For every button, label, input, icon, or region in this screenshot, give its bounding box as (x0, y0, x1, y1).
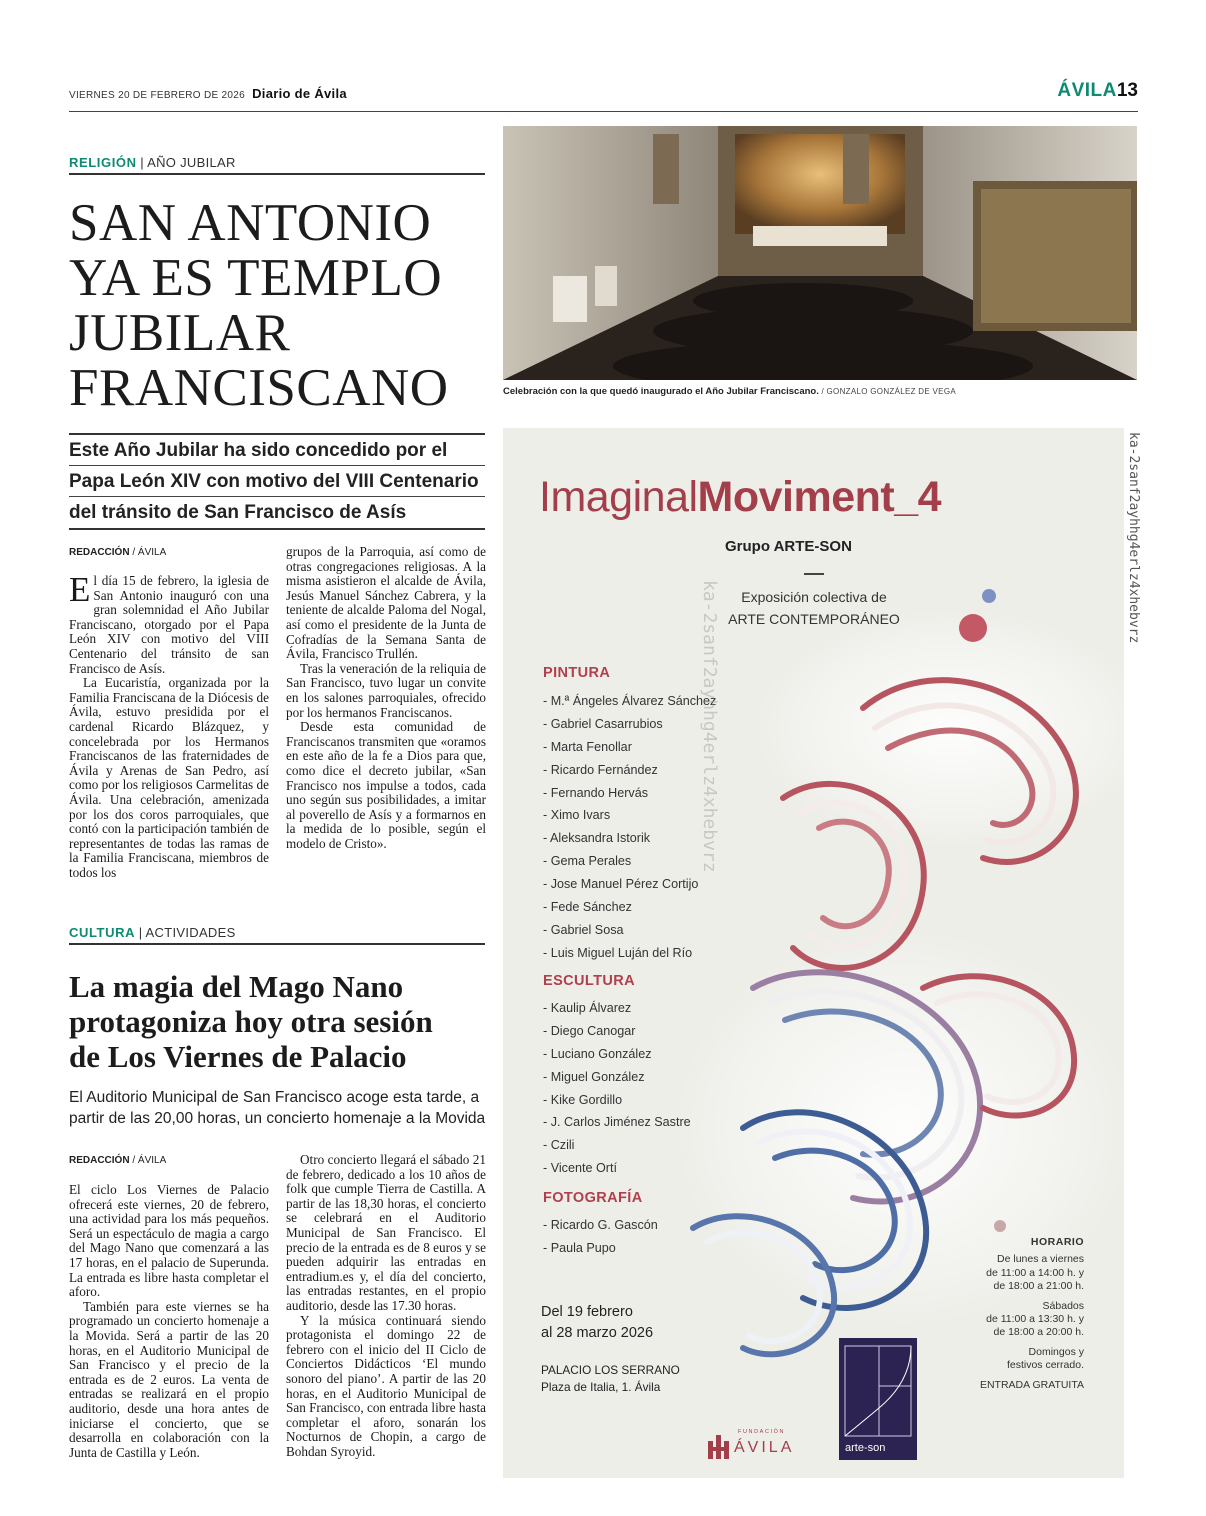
church-interior-illustration (503, 126, 1137, 380)
artist-item: - Aleksandra Istorik (543, 831, 651, 846)
fundacion-name: ÁVILA (734, 1439, 795, 1456)
article2-column-2 (286, 1153, 486, 1459)
header-date-line (69, 86, 347, 101)
article1-deck-line: Papa León XIV con motivo del VIII Centenario (69, 466, 485, 497)
artist-item: - Gabriel Sosa (543, 922, 624, 937)
article2-headline (69, 969, 489, 1074)
article1-dropcap: E (69, 570, 91, 609)
article1-paragraph: Desde esta comunidad de Franciscanos transmiten que «oramos en este año de la fe a Dios para que, como dice el decreto jubilar, «San Francisco nos impulse a todos, cada uno según sus posibilidades, a imitar al poverello de Asís y a formarnos en la medida de lo posible, según el modelo de Cristo». (286, 719, 486, 851)
arte-son-name: arte-son (845, 1442, 886, 1454)
article1-paragraph (69, 570, 269, 676)
article1-byline-author: REDACCIÓN (69, 547, 130, 558)
poster-group: Grupo ARTE-SON (725, 538, 852, 555)
header-section (1057, 80, 1138, 102)
header-date: VIERNES 20 DE FEBRERO DE 2026 (69, 90, 245, 101)
page-header (69, 80, 1138, 112)
article2-kicker-main: CULTURA (69, 925, 136, 940)
schedule-line: Domingos y (1028, 1345, 1084, 1358)
poster-category-pintura: PINTURA (543, 665, 611, 681)
poster-date-line: Del 19 febrero (541, 1304, 633, 1320)
artist-item: - Fernando Hervás (543, 785, 648, 800)
article1-byline (69, 547, 166, 558)
article1-headline-line: JUBILAR (69, 304, 291, 362)
artist-item: - Paula Pupo (543, 1240, 616, 1255)
header-page-number: 13 (1116, 80, 1138, 101)
artist-item: - Kike Gordillo (543, 1092, 623, 1107)
photo-caption (503, 386, 1137, 397)
poster-exhibition-type (699, 586, 929, 630)
article2-paragraph: El ciclo Los Viernes de Palacio ofrecerá este viernes, 20 de febrero, una actividad para los más pequeños. Será un espectáculo de magia a cargo del Mago Nano que comenzará a las 17 horas, en el palacio de Superunda. La entrada es libre hasta completar el aforo. (69, 1182, 269, 1300)
artist-item: - Fede Sánchez (543, 900, 632, 915)
schedule-line: de 18:00 a 20:00 h. (993, 1326, 1084, 1339)
header-section-name: ÁVILA (1057, 80, 1117, 101)
article2-paragraph: También para este viernes se ha programado un concierto homenaje a la Movida. Será a partir de las 20 horas, en el Auditorio Municipal de San Francisco y el precio de la entrada es de 2 euros. La venta de entradas se realizará en el propio auditorio, desde una hora antes de iniciarse el concierto, que se desarrolla en colaboración con la Junta de Castilla y León. (69, 1298, 269, 1460)
article2-deck-line: El Auditorio Municipal de San Francisco acoge esta tarde, a (69, 1089, 480, 1106)
artist-item: - Gabriel Casarrubios (543, 716, 663, 731)
exhibition-poster (503, 428, 1124, 1478)
watermark-overlay: ka-2sanf2ayhhg4erlz4xhebvrz (699, 580, 720, 873)
poster-date-line: al 28 marzo 2026 (541, 1325, 654, 1341)
article2-column-1 (69, 1183, 269, 1460)
article1-paragraph: grupos de la Parroquia, así como de otras congregaciones religiosas. A la misma asistieron el alcalde de Ávila, Jesús Manuel Sánchez Cabrera, y la teniente de alcalde Paloma del Nogal, así como el presidente de la Junta de Cofradías de la Semana Santa de Ávila, Francisco Trullén. (286, 544, 486, 662)
artist-item: - Jose Manuel Pérez Cortijo (543, 877, 699, 892)
article1-column-2 (286, 545, 486, 851)
poster-list-escultura (543, 997, 691, 1180)
fundacion-avila-logo (708, 1425, 808, 1465)
article1-paragraph-text: l día 15 de febrero, la iglesia de San Antonio inauguró con una gran solemnidad el Año Jubilar Franciscano, otorgado por el Papa León XIV con motivo del VIII Centenario del tránsito de san Francisco de Asís. (69, 573, 269, 676)
artist-item: - Luis Miguel Luján del Río (543, 945, 693, 960)
article1-byline-place: / ÁVILA (132, 547, 167, 558)
schedule-line: de 18:00 a 21:00 h. (993, 1280, 1084, 1293)
artist-item: - Vicente Ortí (543, 1161, 617, 1176)
article2-headline-line: de Los Viernes de Palacio (69, 1039, 407, 1074)
artist-item: - Kaulip Álvarez (543, 1001, 632, 1015)
poster-list-pintura (543, 690, 716, 965)
article1-kicker-main: RELIGIÓN (69, 155, 137, 170)
article2-kicker (69, 925, 485, 945)
article1-headline (69, 196, 489, 416)
poster-dates (541, 1302, 653, 1344)
article2-paragraph: Otro concierto llegará el sábado 21 de febrero, dedicado a los 10 años de folk que cumple Tierra de Castilla. A partir de las 18,30 horas, el concierto se celebrará en el Auditorio Municipal de San Francisco. El precio de la entrada es de 8 euros y se pueden adquirir las entradas en entradium.es y, el día del concierto, las entradas restantes, en el propio auditorio, desde las 17.30 horas. (286, 1152, 486, 1313)
photo-caption-text: Celebración con la que quedó inaugurado el Año Jubilar Franciscano. (503, 386, 819, 397)
poster-expo-line: ARTE CONTEMPORÁNEO (728, 611, 900, 627)
poster-venue-line: Plaza de Italia, 1. Ávila (541, 1379, 661, 1394)
artist-item: - Ricardo G. Gascón (543, 1218, 658, 1232)
poster-venue (541, 1362, 680, 1395)
schedule-line: de 11:00 a 14:00 h. y (986, 1266, 1084, 1279)
schedule-line: festivos cerrado. (1006, 1359, 1084, 1372)
article1-kicker (69, 155, 485, 175)
article1-deck-line: del tránsito de San Francisco de Asís (69, 502, 407, 523)
article2-deck-line: partir de las 20,00 horas, un concierto homenaje a la Movida (69, 1110, 486, 1127)
article1-headline-line: FRANCISCANO (69, 359, 449, 417)
article1-column-1 (69, 570, 269, 880)
poster-divider (804, 573, 824, 575)
artist-item: - J. Carlos Jiménez Sastre (543, 1115, 691, 1130)
article1-headline-line: SAN ANTONIO (69, 194, 432, 252)
artist-item: - Miguel González (543, 1069, 645, 1084)
schedule-line: De lunes a viernes (997, 1253, 1084, 1266)
article1-kicker-sub: | AÑO JUBILAR (140, 155, 236, 170)
schedule-free-entry: ENTRADA GRATUITA (979, 1378, 1084, 1391)
schedule-line: de 11:00 a 13:30 h. y (986, 1313, 1084, 1326)
article2-headline-line: La magia del Mago Nano (69, 969, 404, 1004)
artist-item: - Gema Perales (543, 854, 632, 869)
artist-item: - Luciano González (543, 1046, 652, 1061)
artist-item: - Ximo Ivars (543, 808, 611, 823)
article2-byline-author: REDACCIÓN (69, 1155, 130, 1166)
article2-deck (69, 1087, 489, 1129)
poster-list-fotografia (543, 1214, 658, 1260)
watermark-margin: ka-2sanf2ayhhg4erlz4xhebvrz (1126, 432, 1141, 644)
article2-headline-line: protagoniza hoy otra sesión (69, 1004, 433, 1039)
artist-item: - Ricardo Fernández (543, 762, 658, 777)
fundacion-mark-icon (708, 1435, 730, 1461)
article1-paragraph: Tras la veneración de la reliquia de San Francisco, tuvo lugar un convite en los salones parroquiales, ofrecido por los hermanos Franciscanos. (286, 660, 486, 720)
poster-title-light: Imaginal (539, 473, 698, 521)
article2-kicker-sub: | ACTIVIDADES (138, 925, 236, 940)
article1-deck-line: Este Año Jubilar ha sido concedido por el (69, 435, 485, 466)
poster-category-escultura: ESCULTURA (543, 973, 635, 989)
arte-son-logo (839, 1338, 917, 1460)
article1-headline-line: YA ES TEMPLO (69, 249, 443, 307)
church-photo (503, 126, 1137, 380)
article2-byline (69, 1155, 166, 1166)
poster-title (539, 473, 941, 522)
photo-credit: / GONZALO GONZÁLEZ DE VEGA (821, 387, 956, 396)
artist-item: - Czili (543, 1138, 575, 1153)
article2-paragraph: Y la música continuará siendo protagonista el domingo 22 de febrero con el inicio del II Ciclo de Conciertos Didácticos ‘El mundo sonoro del piano’. A partir de las 20 horas, en el Auditorio Municipal de San Francisco, con entrada libre hasta completar el aforo, sonarán los Nocturnos de Chopin, a cargo de Bohdan Syroyid. (286, 1312, 486, 1459)
schedule-line: Sábados (1042, 1299, 1084, 1312)
schedule-title: HORARIO (1030, 1236, 1084, 1248)
article1-paragraph: La Eucaristía, organizada por la Familia Franciscana de la Diócesis de Ávila, estuvo presidida por el cardenal Ricardo Blázquez, y concelebrada por los Hermanos Franciscanos de las fraternidades de Ávila y Arenas de San Pedro, así como por los religiosos Carmelitas de Ávila. Una celebración, amenizada por los dos coros parroquiales, que contó con la participación también de representantes de todas las ramas de la Familia Franciscana, miembros de todos los (69, 675, 269, 880)
article1-deck (69, 433, 485, 530)
poster-category-fotografia: FOTOGRAFÍA (543, 1190, 643, 1206)
artist-item: - Diego Canogar (543, 1023, 636, 1038)
fundacion-label: FUNDACIÓN (738, 1429, 786, 1435)
poster-title-bold: Moviment_4 (697, 473, 942, 521)
artist-item: - Marta Fenollar (543, 739, 632, 754)
article2-byline-place: / ÁVILA (132, 1155, 167, 1166)
poster-venue-line: PALACIO LOS SERRANO (541, 1363, 680, 1377)
artist-item: - M.ª Ángeles Álvarez Sánchez (543, 694, 717, 708)
poster-expo-line: Exposición colectiva de (741, 589, 887, 605)
header-paper-name: Diario de Ávila (252, 86, 347, 101)
